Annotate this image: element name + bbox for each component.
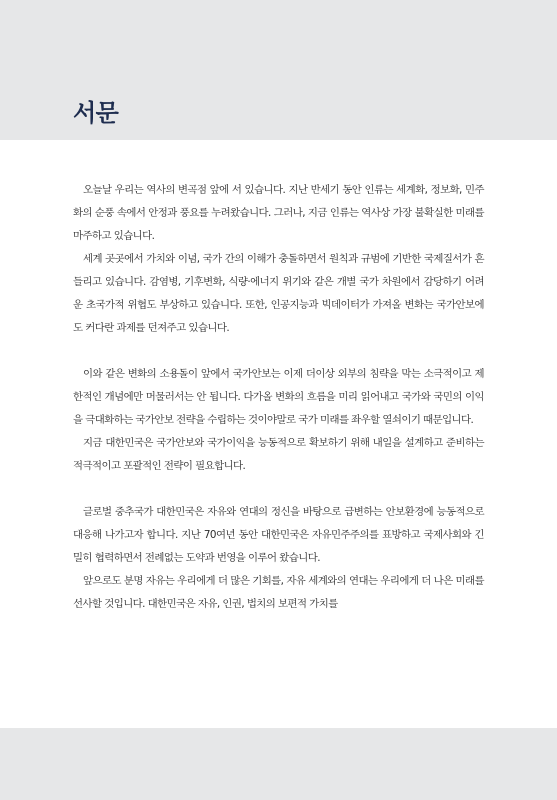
page-title: 서문 <box>73 99 119 127</box>
paragraph-gap <box>73 340 484 363</box>
paragraph: 앞으로도 분명 자유는 우리에게 더 많은 기회를, 자유 세계와의 연대는 우리에게 더 나은 미래를 선사할 것입니다. 대한민국은 자유, 인권, 법치의 보편적 가치를 <box>73 575 484 610</box>
paragraph: 지금 대한민국은 국가안보와 국가이익을 능동적으로 확보하기 위해 내일을 설계하고 준비하는 적극적이고 포괄적인 전략이 필요합니다. <box>73 437 484 472</box>
paragraph: 글로벌 중추국가 대한민국은 자유와 연대의 정신을 바탕으로 급변하는 안보환경에 능동적으로 대응해 나가고자 합니다. 지난 70여년 동안 대한민국은 자유민주주의를 표방하고 국제사회와 긴밀히 협력하면서 전례없는 도약과 번영을 이루어 왔습니다. <box>73 506 484 564</box>
paragraph: 오늘날 우리는 역사의 변곡점 앞에 서 있습니다. 지난 반세기 동안 인류는 세계화, 정보화, 민주화의 순풍 속에서 안정과 풍요를 누려왔습니다. 그러나, 지금 인류는 역사상 가장 불확실한 미래를 마주하고 있습니다. <box>73 184 484 242</box>
paragraph-gap <box>73 478 484 501</box>
body-text <box>73 179 484 616</box>
paragraph: 이와 같은 변화의 소용돌이 앞에서 국가안보는 이제 더이상 외부의 침략을 막는 소극적이고 제한적인 개념에만 머물러서는 안 됩니다. 다가올 변화의 흐름을 미리 읽어내고 국가와 국민의 이익을 극대화하는 국가안보 전략을 수립하는 것이야말로 국가 미래를 좌우할 열쇠이기 때문입니다. <box>73 368 484 426</box>
paragraph: 세계 곳곳에서 가치와 이념, 국가 간의 이해가 충돌하면서 원칙과 규범에 기반한 국제질서가 흔들리고 있습니다. 감염병, 기후변화, 식량·에너지 위기와 같은 개별 국가 차원에서 감당하기 어려운 초국가적 위협도 부상하고 있습니다. 또한, 인공지능과 빅데이터가 가져올 변화는 국가안보에도 커다란 과제를 던져주고 있습니다. <box>73 253 484 334</box>
footer-band <box>0 728 557 800</box>
